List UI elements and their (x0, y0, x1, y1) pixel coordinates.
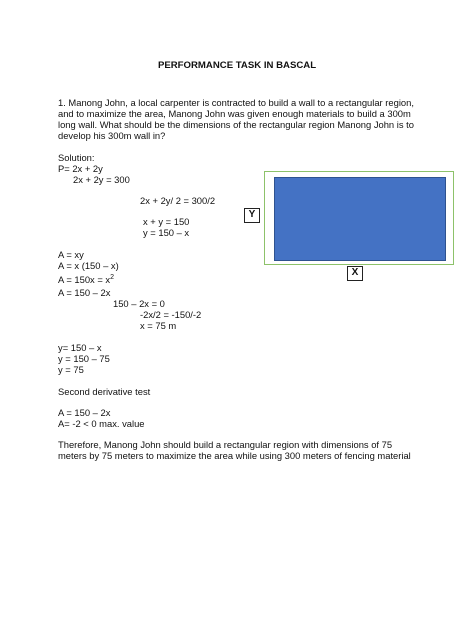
document-title: PERFORMANCE TASK IN BASCAL (157, 60, 317, 71)
area-expanded: $A = 150x = x^2$ (58, 273, 115, 285)
rectangle-region (274, 177, 446, 261)
second-derivative: A= -2 < 0 max. value (58, 418, 145, 429)
y-expression: y = 150 – x (143, 227, 190, 238)
area-formula: A = xy (58, 249, 84, 260)
y-side-label: Y (244, 208, 260, 223)
area-substitution: A = x (150 – x) (58, 260, 119, 271)
y-value: y = 75 (58, 364, 84, 375)
y-formula: y= 150 – x (58, 342, 102, 353)
problem-statement: 1. Manong John, a local carpenter is contracted to build a wall to a rectangular region, and to maximize the area, Manong John was given enough materials to build a 300m long wall. What should be the dimensions of the rectangular region Manong John is to develop his 300m wall in? (58, 97, 414, 141)
solve-x-step: -2x/2 = -150/-2 (140, 309, 202, 320)
solution-label: Solution: (58, 152, 95, 163)
divide-step: 2x + 2y/ 2 = 300/2 (140, 195, 216, 206)
perimeter-equation: 2x + 2y = 300 (73, 174, 130, 185)
sum-equation: x + y = 150 (143, 216, 190, 227)
first-derivative: A = 150 – 2x (58, 407, 111, 418)
x-side-label: X (347, 266, 363, 281)
perimeter-formula: P= 2x + 2y (58, 163, 103, 174)
derivative-zero: 150 – 2x = 0 (113, 298, 165, 309)
x-value: x = 75 m (140, 320, 177, 331)
second-derivative-heading: Second derivative test (58, 386, 151, 397)
y-substitution: y = 150 – 75 (58, 353, 110, 364)
conclusion: Therefore, Manong John should build a rectangular region with dimensions of 75 meters by 75 meters to maximize the area while using 300 meters of fencing material (58, 439, 411, 461)
area-derivative: A = 150 – 2x (58, 287, 111, 298)
